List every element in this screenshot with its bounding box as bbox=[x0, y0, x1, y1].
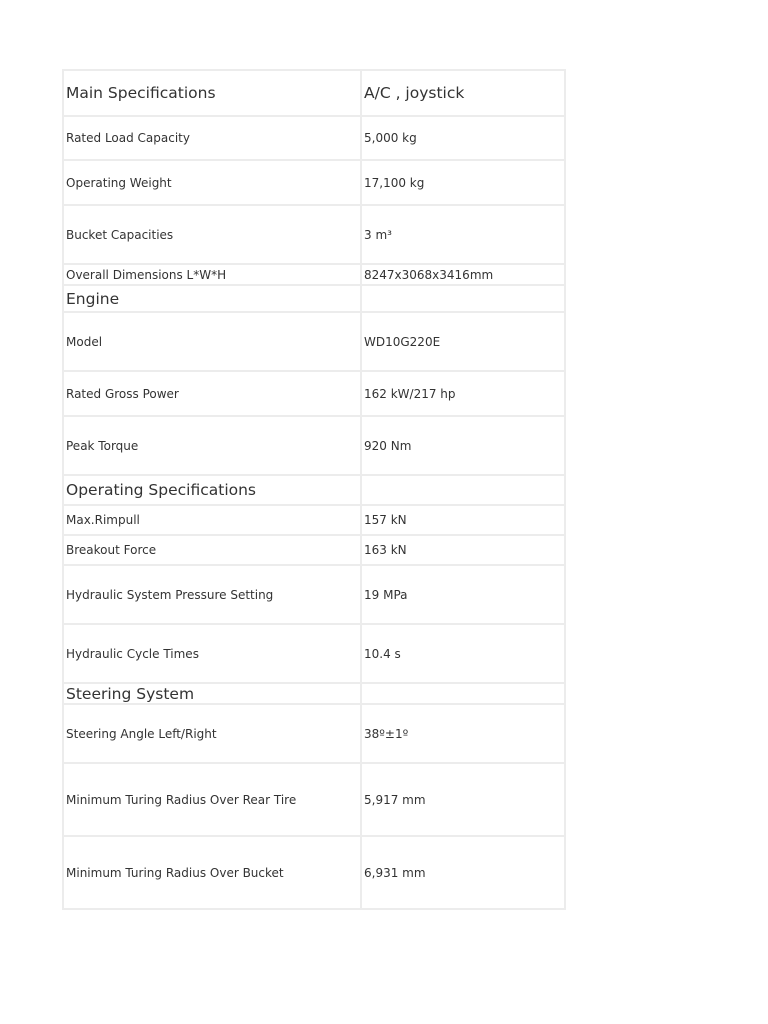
table-row bbox=[63, 371, 565, 416]
spec-value: 8247x3068x3416mm bbox=[361, 264, 565, 285]
section-heading-steering-system: Steering System bbox=[63, 683, 361, 704]
spec-value: 10.4 s bbox=[361, 624, 565, 683]
spec-label: Max.Rimpull bbox=[63, 505, 361, 535]
spec-value: 5,000 kg bbox=[361, 116, 565, 160]
table-row bbox=[63, 624, 565, 683]
spec-label: Breakout Force bbox=[63, 535, 361, 565]
section-heading-engine: Engine bbox=[63, 285, 361, 312]
spec-label: Steering Angle Left/Right bbox=[63, 704, 361, 763]
spec-label: Hydraulic System Pressure Setting bbox=[63, 565, 361, 624]
table-row bbox=[63, 312, 565, 371]
section-heading-value bbox=[361, 285, 565, 312]
spec-value: 920 Nm bbox=[361, 416, 565, 475]
spec-label: Minimum Turing Radius Over Rear Tire bbox=[63, 763, 361, 836]
spec-label: Bucket Capacities bbox=[63, 205, 361, 264]
table-row bbox=[63, 565, 565, 624]
specifications-table bbox=[62, 69, 566, 910]
table-row bbox=[63, 205, 565, 264]
spec-value: 5,917 mm bbox=[361, 763, 565, 836]
main-specifications-heading: Main Specifications bbox=[63, 70, 361, 116]
section-heading-value bbox=[361, 683, 565, 704]
spec-label: Rated Load Capacity bbox=[63, 116, 361, 160]
table-row bbox=[63, 704, 565, 763]
model-variant-heading: A/C , joystick bbox=[361, 70, 565, 116]
spec-value: 3 m³ bbox=[361, 205, 565, 264]
table-row bbox=[63, 264, 565, 285]
spec-value: WD10G220E bbox=[361, 312, 565, 371]
spec-label: Model bbox=[63, 312, 361, 371]
spec-value: 19 MPa bbox=[361, 565, 565, 624]
spec-value: 17,100 kg bbox=[361, 160, 565, 205]
section-heading-value bbox=[361, 475, 565, 505]
table-row bbox=[63, 535, 565, 565]
spec-value: 162 kW/217 hp bbox=[361, 371, 565, 416]
table-row bbox=[63, 505, 565, 535]
spec-label: Hydraulic Cycle Times bbox=[63, 624, 361, 683]
section-heading-operating-specifications: Operating Specifications bbox=[63, 475, 361, 505]
table-row bbox=[63, 116, 565, 160]
section-heading-row bbox=[63, 475, 565, 505]
spec-value: 38º±1º bbox=[361, 704, 565, 763]
section-heading-row bbox=[63, 285, 565, 312]
spec-value: 157 kN bbox=[361, 505, 565, 535]
spec-value: 6,931 mm bbox=[361, 836, 565, 909]
table-header-row bbox=[63, 70, 565, 116]
spec-label: Peak Torque bbox=[63, 416, 361, 475]
table-row bbox=[63, 836, 565, 909]
spec-label: Minimum Turing Radius Over Bucket bbox=[63, 836, 361, 909]
spec-value: 163 kN bbox=[361, 535, 565, 565]
table-row bbox=[63, 416, 565, 475]
table-row bbox=[63, 160, 565, 205]
section-heading-row bbox=[63, 683, 565, 704]
spec-label: Operating Weight bbox=[63, 160, 361, 205]
table-row bbox=[63, 763, 565, 836]
spec-label: Overall Dimensions L*W*H bbox=[63, 264, 361, 285]
spec-label: Rated Gross Power bbox=[63, 371, 361, 416]
